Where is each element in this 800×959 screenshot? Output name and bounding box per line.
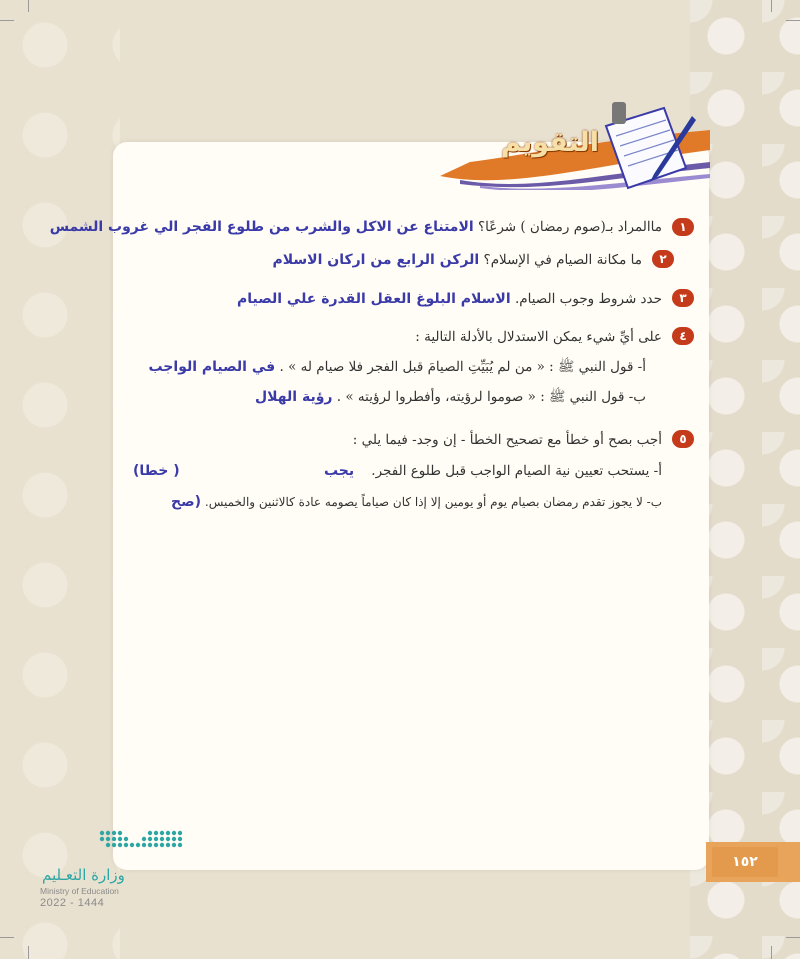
question-text: أجب بصح أو خطأ مع تصحيح الخطأ - إن وجد- فيما يلي : xyxy=(352,432,662,448)
question-number-badge: ١ xyxy=(672,218,694,236)
question-number-badge: ٢ xyxy=(652,250,674,268)
answer-text: الركن الرابع من اركان الاسلام xyxy=(272,252,480,268)
edition-year: 2022 - 1444 xyxy=(40,897,105,909)
answer-text: (صح xyxy=(171,494,202,510)
crop-mark xyxy=(786,937,800,938)
item-text: أ- قول النبي ﷺ : « من لم يُبَيِّتِ الصيامَ قبل الفجر فلا صيام له » . xyxy=(279,359,646,375)
answer-text: في الصيام الواجب xyxy=(148,359,276,375)
correction-text: يجب xyxy=(323,463,355,479)
ministry-logo-icon xyxy=(96,827,186,855)
question-4 xyxy=(415,329,662,345)
question-4-item-b xyxy=(255,388,646,408)
crop-mark xyxy=(28,0,29,12)
question-text: على أيِّ شيء يمكن الاستدلال بالأدلة التالية : xyxy=(415,329,662,345)
question-4-item-a xyxy=(148,358,646,378)
question-text: ما مكانة الصيام في الإسلام؟ xyxy=(483,252,642,268)
question-number-badge: ٤ xyxy=(672,327,694,345)
item-text: ب- قول النبي ﷺ : « صوموا لرؤيته، وأفطروا لرؤيته » . xyxy=(336,389,646,405)
question-number-badge: ٣ xyxy=(672,289,694,307)
question-1 xyxy=(50,219,662,235)
notepad-pen-icon xyxy=(594,96,704,196)
question-text: حدد شروط وجوب الصيام. xyxy=(514,291,662,307)
answer-text: رؤية الهلال xyxy=(255,389,333,405)
section-title: التقويم xyxy=(500,127,600,158)
item-text: ب- لا يجوز تقدم رمضان بصيام يوم أو يومين إلا إذا كان صياماً يصومه عادة كالاثنين والخميس. xyxy=(204,495,662,509)
answer-text: الامتناع عن الاكل والشرب من طلوع الفجر الي غروب الشمس xyxy=(49,219,474,235)
question-5-item-a-mark xyxy=(133,463,180,479)
page-number: ١٥٢ xyxy=(712,847,778,877)
answer-text: ( خطا) xyxy=(133,463,180,479)
question-2 xyxy=(272,252,642,268)
crop-mark xyxy=(771,946,772,959)
question-5 xyxy=(353,432,662,448)
crop-mark xyxy=(771,0,772,12)
ministry-name-english: Ministry of Education xyxy=(40,886,119,896)
crop-mark xyxy=(0,20,14,21)
question-3 xyxy=(237,291,662,307)
item-text: أ- يستحب تعيين نية الصيام الواجب قبل طلوع الفجر. xyxy=(371,463,662,479)
crop-mark xyxy=(786,20,800,21)
background-ornament-left xyxy=(0,0,120,959)
question-number-badge: ٥ xyxy=(672,430,694,448)
crop-mark xyxy=(28,946,29,959)
question-5-item-b xyxy=(171,494,662,510)
question-text: ماالمراد بـ(صوم رمضان ) شرعًا؟ xyxy=(477,219,662,235)
answer-text: الاسلام البلوغ العقل القدرة علي الصيام xyxy=(236,291,511,307)
ministry-name-arabic: وزارة التعـليم xyxy=(42,866,125,884)
crop-mark xyxy=(0,937,14,938)
question-5-item-a xyxy=(324,463,662,479)
